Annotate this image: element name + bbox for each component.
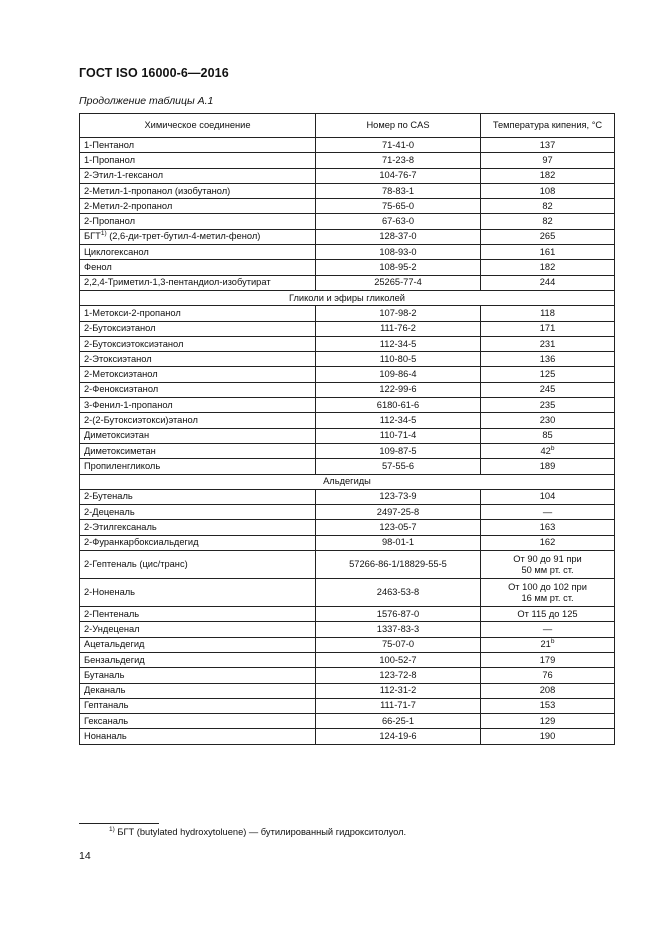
compound-name-cell [80, 714, 316, 729]
boiling-point: 42 [540, 445, 551, 456]
compound-name: Диметоксиметан [84, 445, 156, 456]
boiling-point: 76 [542, 669, 553, 680]
cas-number: 123-05-7 [316, 520, 481, 535]
cas-number: 111-71-7 [316, 698, 481, 713]
boiling-point: 153 [539, 700, 556, 711]
compound-name: 2-Пропанол [84, 216, 136, 227]
boiling-point-cell [481, 275, 615, 290]
cas-number: 25265-77-4 [316, 275, 481, 290]
compound-name-cell [80, 683, 316, 698]
compound-name-cell [80, 275, 316, 290]
boiling-point: 162 [539, 537, 556, 548]
compound-name: 2-(2-Бутоксиэтокси)этанол [84, 414, 198, 425]
cas-number: 2463-53-8 [316, 579, 481, 607]
table-row [80, 652, 615, 667]
compound-name-cell [80, 168, 316, 183]
boiling-point-cell [481, 668, 615, 683]
boiling-point-cell [481, 607, 615, 622]
cas-number: 1337-83-3 [316, 622, 481, 637]
table-row [80, 714, 615, 729]
cas-number: 112-31-2 [316, 683, 481, 698]
table-row [80, 229, 615, 244]
table-row [80, 214, 615, 229]
table-row [80, 579, 615, 607]
boiling-point: 265 [539, 231, 556, 242]
compound-name: БГТ [84, 231, 101, 242]
compound-name-cell [80, 698, 316, 713]
boiling-point-cell [481, 683, 615, 698]
table-row [80, 698, 615, 713]
compound-name: 2-Бутоксиэтоксиэтанол [84, 338, 184, 349]
document-title: ГОСТ ISO 16000-6—2016 [79, 66, 229, 80]
column-header-boiling-point: Температура кипения, °С [481, 114, 615, 138]
boiling-point-cell [481, 428, 615, 443]
cas-number: 111-76-2 [316, 321, 481, 336]
boiling-point: 21 [540, 639, 551, 650]
cas-number: 1576-87-0 [316, 607, 481, 622]
boiling-point: 161 [539, 246, 556, 257]
cas-number: 71-23-8 [316, 153, 481, 168]
boiling-point: 189 [539, 460, 556, 471]
table-caption: Продолжение таблицы А.1 [79, 95, 214, 107]
cas-number: 109-86-4 [316, 367, 481, 382]
chemical-table [79, 113, 615, 745]
compound-name-cell [80, 637, 316, 652]
compound-name-cell [80, 428, 316, 443]
cas-number: 57266-86-1/18829-55-5 [316, 551, 481, 579]
table-row [80, 306, 615, 321]
boiling-point-cell [481, 367, 615, 382]
compound-name: 2-Фуранкарбоксиальдегид [84, 537, 199, 548]
cas-number: 75-07-0 [316, 637, 481, 652]
compound-name-cell [80, 622, 316, 637]
table-row [80, 729, 615, 744]
table-row [80, 245, 615, 260]
compound-name: 2-Ноненаль [84, 587, 136, 598]
boiling-point: 82 [542, 200, 553, 211]
cas-number: 98-01-1 [316, 535, 481, 550]
compound-name: 1-Пропанол [84, 154, 136, 165]
boiling-point: 171 [539, 323, 556, 334]
compound-name: 2-Метил-1-пропанол (изобутанол) [84, 185, 231, 196]
compound-name: 2-Ундеценал [84, 623, 140, 634]
compound-name: 1-Пентанол [84, 139, 135, 150]
boiling-point: 163 [539, 522, 556, 533]
boiling-point-cell [481, 535, 615, 550]
compound-name-cell [80, 153, 316, 168]
table-section-row [80, 290, 615, 305]
compound-name-cell [80, 398, 316, 413]
boiling-point-cell [481, 520, 615, 535]
table-header-row [80, 114, 615, 138]
table-row [80, 459, 615, 474]
table-row [80, 275, 615, 290]
boiling-point: 137 [539, 139, 556, 150]
boiling-point-cell [481, 352, 615, 367]
boiling-point-cell [481, 637, 615, 652]
cas-number: 122-99-6 [316, 382, 481, 397]
boiling-point-cell [481, 214, 615, 229]
table-row [80, 622, 615, 637]
table-row [80, 413, 615, 428]
boiling-point: 97 [542, 154, 553, 165]
compound-name: Гептаналь [84, 700, 129, 711]
cas-number: 100-52-7 [316, 652, 481, 667]
boiling-point: 118 [540, 307, 555, 318]
footnote-marker: 1) [109, 826, 115, 833]
page-number: 14 [79, 850, 91, 862]
boiling-point: 125 [539, 369, 556, 380]
boiling-point: 136 [539, 353, 556, 364]
boiling-point: 182 [539, 170, 556, 181]
cas-number: 71-41-0 [316, 138, 481, 153]
compound-name-cell [80, 668, 316, 683]
cas-number: 108-95-2 [316, 260, 481, 275]
section-heading: Гликоли и эфиры гликолей [80, 290, 615, 305]
boiling-point: 190 [539, 731, 556, 742]
table-row [80, 551, 615, 579]
boiling-point: От 115 до 125 [517, 608, 578, 619]
boiling-point: 108 [539, 185, 556, 196]
compound-name: Гексаналь [84, 715, 129, 726]
boiling-point: 244 [539, 277, 556, 288]
compound-name: Циклогексанол [84, 246, 149, 257]
compound-name: 1-Метокси-2-пропанол [84, 307, 181, 318]
boiling-point-cell [481, 306, 615, 321]
cas-number: 109-87-5 [316, 443, 481, 458]
boiling-point: 85 [542, 430, 553, 441]
table-row [80, 489, 615, 504]
compound-name-cell [80, 535, 316, 550]
compound-name: Ацетальдегид [84, 639, 145, 650]
compound-name: Нонаналь [84, 731, 127, 742]
boiling-point: 182 [539, 262, 556, 273]
compound-name-cell [80, 306, 316, 321]
compound-name: Бутаналь [84, 669, 125, 680]
column-header-compound: Химическое соединение [80, 114, 316, 138]
table-row [80, 520, 615, 535]
cas-number: 110-71-4 [316, 428, 481, 443]
boiling-point-cell [481, 398, 615, 413]
boiling-point-cell [481, 714, 615, 729]
table-row [80, 321, 615, 336]
compound-name-cell [80, 214, 316, 229]
boiling-point-condition: 16 мм рт. ст. [521, 592, 574, 603]
compound-name-cell [80, 607, 316, 622]
table-row [80, 382, 615, 397]
compound-name-cell [80, 729, 316, 744]
boiling-point: 179 [539, 654, 556, 665]
table-row [80, 183, 615, 198]
boiling-point-cell [481, 336, 615, 351]
compound-name: Бензальдегид [84, 654, 145, 665]
cas-number: 66-25-1 [316, 714, 481, 729]
boiling-point: 208 [539, 685, 556, 696]
cas-number: 112-34-5 [316, 336, 481, 351]
boiling-point-cell [481, 505, 615, 520]
footnote-reference: b [550, 444, 555, 452]
table-row [80, 260, 615, 275]
cas-number: 123-73-9 [316, 489, 481, 504]
compound-name: 2-Пентеналь [84, 608, 140, 619]
table-body [80, 138, 615, 745]
compound-name-cell [80, 489, 316, 504]
compound-name-cell [80, 652, 316, 667]
compound-name-cell [80, 199, 316, 214]
table-row [80, 168, 615, 183]
compound-name-cell [80, 579, 316, 607]
table-row [80, 352, 615, 367]
compound-name-cell [80, 138, 316, 153]
table-row [80, 637, 615, 652]
compound-name: 2-Метил-2-пропанол [84, 200, 173, 211]
boiling-point: 82 [542, 216, 553, 227]
compound-name-cell [80, 260, 316, 275]
cas-number: 128-37-0 [316, 229, 481, 244]
footnote-divider [79, 823, 159, 824]
table-row [80, 428, 615, 443]
compound-name: 2-Этоксиэтанол [84, 353, 152, 364]
cas-number: 104-76-7 [316, 168, 481, 183]
boiling-point-condition: 50 мм рт. ст. [521, 564, 574, 575]
boiling-point-cell [481, 138, 615, 153]
boiling-point: 231 [539, 338, 556, 349]
boiling-point: — [542, 506, 553, 517]
boiling-point: 245 [539, 384, 556, 395]
compound-name-cell [80, 382, 316, 397]
compound-name-cell [80, 459, 316, 474]
table-row [80, 505, 615, 520]
table-row [80, 367, 615, 382]
cas-number: 110-80-5 [316, 352, 481, 367]
table-row [80, 668, 615, 683]
boiling-point-cell [481, 443, 615, 458]
column-header-cas: Номер по CAS [316, 114, 481, 138]
cas-number: 124-19-6 [316, 729, 481, 744]
compound-name: Фенол [84, 262, 112, 273]
compound-name-cell [80, 367, 316, 382]
compound-name: 2,2,4-Триметил-1,3-пентандиол-изобутират [84, 277, 271, 288]
compound-name: 2-Деценаль [84, 506, 135, 517]
compound-name: Диметоксиэтан [84, 430, 150, 441]
cas-number: 123-72-8 [316, 668, 481, 683]
boiling-point-cell [481, 459, 615, 474]
boiling-point-cell [481, 321, 615, 336]
footnote-reference: 1) [100, 230, 107, 238]
cas-number: 108-93-0 [316, 245, 481, 260]
cas-number: 57-55-6 [316, 459, 481, 474]
table-row [80, 607, 615, 622]
boiling-point-cell [481, 229, 615, 244]
boiling-point-cell [481, 413, 615, 428]
footnote-reference: b [550, 638, 555, 646]
cas-number: 2497-25-8 [316, 505, 481, 520]
boiling-point-cell [481, 622, 615, 637]
footnote [109, 827, 406, 837]
table-row [80, 199, 615, 214]
boiling-point: 104 [539, 491, 556, 502]
compound-name: 2-Бутеналь [84, 491, 133, 502]
compound-name-cell [80, 336, 316, 351]
compound-name: 2-Этил-1-гексанол [84, 170, 164, 181]
boiling-point-cell [481, 729, 615, 744]
table-row [80, 138, 615, 153]
boiling-point: От 100 до 102 при [508, 581, 587, 592]
table-row [80, 683, 615, 698]
table-row [80, 398, 615, 413]
boiling-point-cell [481, 260, 615, 275]
compound-name-cell [80, 183, 316, 198]
compound-name: 2-Гептеналь (цис/транс) [84, 559, 188, 570]
compound-name: 3-Фенил-1-пропанол [84, 399, 173, 410]
boiling-point-cell [481, 245, 615, 260]
boiling-point-cell [481, 698, 615, 713]
cas-number: 67-63-0 [316, 214, 481, 229]
cas-number: 78-83-1 [316, 183, 481, 198]
compound-name: Пропиленгликоль [84, 460, 161, 471]
boiling-point: 230 [539, 414, 556, 425]
cas-number: 75-65-0 [316, 199, 481, 214]
boiling-point-cell [481, 153, 615, 168]
boiling-point: — [542, 623, 553, 634]
table-row [80, 443, 615, 458]
cas-number: 112-34-5 [316, 413, 481, 428]
compound-name-cell [80, 505, 316, 520]
compound-name: Деканаль [84, 685, 126, 696]
boiling-point-cell [481, 382, 615, 397]
boiling-point: 129 [539, 715, 556, 726]
compound-name-cell [80, 551, 316, 579]
footnote-text: БГТ (butylated hydroxytoluene) — бутилированный гидрокситолуол. [117, 827, 407, 837]
compound-name-cell [80, 443, 316, 458]
table-row [80, 153, 615, 168]
compound-name-cell [80, 520, 316, 535]
boiling-point-cell [481, 168, 615, 183]
boiling-point-cell [481, 183, 615, 198]
compound-name: 2-Феноксиэтанол [84, 384, 159, 395]
boiling-point-cell [481, 652, 615, 667]
section-heading: Альдегиды [80, 474, 615, 489]
compound-name-detail: (2,6-ди-трет-бутил-4-метил-фенол) [106, 231, 261, 242]
boiling-point-cell [481, 199, 615, 214]
compound-name-cell [80, 413, 316, 428]
compound-name: 2-Метоксиэтанол [84, 369, 158, 380]
cas-number: 107-98-2 [316, 306, 481, 321]
compound-name-cell [80, 352, 316, 367]
compound-name-cell [80, 245, 316, 260]
boiling-point-cell [481, 489, 615, 504]
boiling-point: 235 [539, 399, 556, 410]
compound-name: 2-Этилгексаналь [84, 522, 157, 533]
compound-name: 2-Бутоксиэтанол [84, 323, 156, 334]
table-section-row [80, 474, 615, 489]
compound-name-cell [80, 321, 316, 336]
compound-name-cell [80, 229, 316, 244]
boiling-point-cell [481, 579, 615, 607]
table-row [80, 535, 615, 550]
boiling-point-cell [481, 551, 615, 579]
boiling-point: От 90 до 91 при [513, 553, 582, 564]
cas-number: 6180-61-6 [316, 398, 481, 413]
table-row [80, 336, 615, 351]
